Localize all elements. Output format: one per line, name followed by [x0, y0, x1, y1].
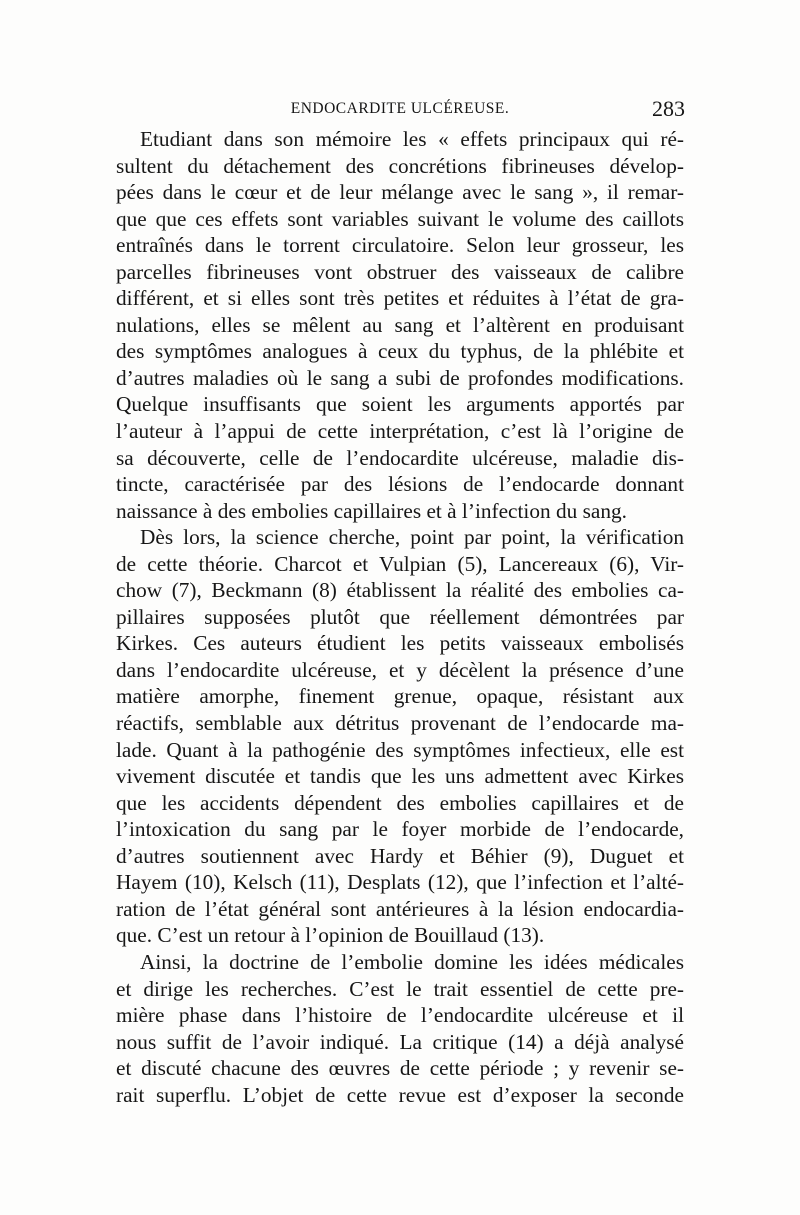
text-line: d’autres maladies où le sang a subi de profondes modifications. — [116, 365, 684, 390]
text-line: chow (7), Beckmann (8) établissent la réalité des embolies ca- — [116, 578, 684, 603]
text-line: matière amorphe, finement grenue, opaque, résistant aux — [116, 684, 684, 709]
text-line: des symptômes analogues à ceux du typhus, de la phlébite et — [116, 339, 684, 364]
text-line: Hayem (10), Kelsch (11), Desplats (12), que l’infection et l’alté- — [116, 870, 684, 895]
text-line: Etudiant dans son mémoire les « effets principaux qui ré- — [140, 127, 684, 151]
text-line: pées dans le cœur et de leur mélange avec le sang », il remar- — [116, 180, 684, 205]
running-title: ENDOCARDITE ULCÉREUSE. — [290, 100, 510, 117]
text-line: l’intoxication du sang par le foyer morbide de l’endocarde, — [116, 817, 684, 842]
text-line: dans l’endocardite ulcéreuse, et y décèlent la présence d’une — [116, 657, 684, 682]
text-line: parcelles fibrineuses vont obstruer des vaisseaux de calibre — [116, 259, 684, 284]
text-line: sa découverte, celle de l’endocardite ulcéreuse, maladie dis- — [116, 445, 684, 470]
text-line: ration de l’état général sont antérieures à la lésion endocardia- — [116, 896, 684, 921]
text-line: nulations, elles se mêlent au sang et l’altèrent en produisant — [116, 312, 684, 337]
text-line: rait superflu. L’objet de cette revue est d’exposer la seconde — [116, 1082, 684, 1107]
text-line: lade. Quant à la pathogénie des symptômes infectieux, elle est — [116, 737, 684, 762]
body-text — [116, 126, 684, 1108]
text-line: vivement discutée et tandis que les uns admettent avec Kirkes — [116, 764, 684, 789]
text-line: que. C’est un retour à l’opinion de Bouillaud (13). — [116, 923, 545, 948]
text-line: d’autres soutiennent avec Hardy et Béhier (9), Duguet et — [116, 843, 684, 868]
text-line: de cette théorie. Charcot et Vulpian (5), Lancereaux (6), Vir- — [116, 551, 684, 576]
text-line: Quelque insuffisants que soient les arguments apportés par — [116, 392, 684, 417]
text-line: sultent du détachement des concrétions fibrineuses dévelop- — [116, 153, 684, 178]
page-number: 283 — [652, 96, 685, 121]
text-line: Kirkes. Ces auteurs étudient les petits vaisseaux embolisés — [116, 631, 684, 656]
text-line: que les accidents dépendent des embolies capillaires et de — [116, 790, 684, 815]
text-line: nous suffit de l’avoir indiqué. La critique (14) a déjà analysé — [116, 1029, 684, 1054]
paragraph — [116, 524, 684, 949]
paragraph — [116, 949, 684, 1108]
text-line: l’auteur à l’appui de cette interprétation, c’est là l’origine de — [116, 419, 684, 444]
text-line: Ainsi, la doctrine de l’embolie domine les idées médicales — [140, 949, 684, 974]
text-line: et dirige les recherches. C’est le trait essentiel de cette pre- — [116, 976, 684, 1001]
text-line: que que ces effets sont variables suivant le volume des caillots — [116, 206, 684, 231]
text-line: différent, et si elles sont très petites et réduites à l’état de gra- — [116, 286, 684, 311]
running-head — [115, 96, 685, 124]
text-line: réactifs, semblable aux détritus provenant de l’endocarde ma- — [116, 711, 684, 736]
text-line: naissance à des embolies capillaires et à l’infection du sang. — [116, 498, 627, 523]
text-line: pillaires supposées plutôt que réellement démontrées par — [116, 604, 684, 629]
paragraph — [116, 126, 684, 524]
text-line: tincte, caractérisée par des lésions de l’endocarde donnant — [116, 472, 684, 497]
text-line: mière phase dans l’histoire de l’endocardite ulcéreuse et il — [116, 1003, 684, 1028]
text-line: entraînés dans le torrent circulatoire. Selon leur grosseur, les — [116, 233, 684, 258]
text-line: Dès lors, la science cherche, point par point, la vérification — [140, 525, 684, 550]
text-line: et discuté chacune des œuvres de cette période ; y revenir se- — [116, 1056, 684, 1081]
